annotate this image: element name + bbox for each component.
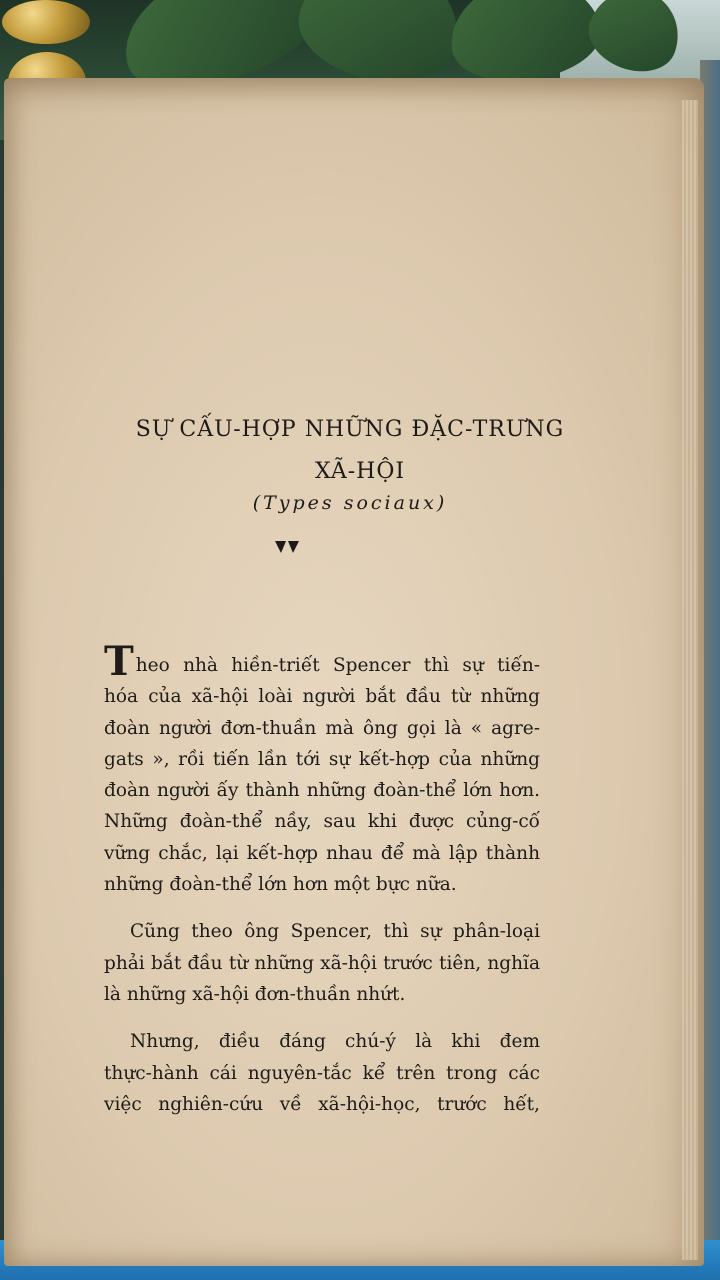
page-stack-edge (682, 100, 698, 1260)
text-line: là những xã-hội đơn-thuần nhứt. (104, 983, 406, 1005)
text-line: vững chắc, lại kết-hợp nhau để mà lập thành (104, 842, 540, 864)
text-line: Nhưng, điều đáng chú-ý là khi đem (130, 1031, 540, 1053)
drop-cap: T (104, 638, 134, 685)
text-line: đoàn người đơn-thuần mà ông gọi là « agre- (104, 717, 540, 739)
text-line: những đoàn-thể lớn hơn một bực nữa. (104, 874, 457, 896)
section-ornament-icon (274, 540, 300, 554)
paragraph (104, 638, 540, 900)
title-line-2: XÃ-HỘI (314, 459, 406, 484)
text-line: Theo nhà hiền-triết Spencer thì sự tiến- (104, 638, 540, 685)
body-text (104, 638, 540, 1120)
paragraph (104, 1026, 540, 1120)
text-line: gats », rồi tiến lần tới sự kết-hợp của những (104, 748, 540, 770)
title-line-1: SỰ CẤU-HỢP NHỮNG ĐẶC-TRƯNG (135, 417, 565, 442)
text-line: phải bắt đầu từ những xã-hội trước tiên, nghĩa (104, 952, 540, 974)
text-line: đoàn người ấy thành những đoàn-thể lớn hơn. (104, 780, 540, 802)
text-line: hóa của xã-hội loài người bắt đầu từ những (104, 686, 540, 708)
chapter-title (0, 412, 700, 490)
paragraph (104, 916, 540, 1010)
text-line: Những đoàn-thể nầy, sau khi được củng-cố (104, 811, 540, 833)
text-line: việc nghiên-cứu về xã-hội-học, trước hết, (104, 1093, 540, 1115)
gold-ornament (2, 0, 90, 44)
text-line: Cũng theo ông Spencer, thì sự phân-loại (130, 921, 540, 943)
chapter-subtitle: (Types sociaux) (252, 492, 448, 514)
text-line: thực-hành cái nguyên-tắc kể trên trong các (104, 1062, 540, 1084)
